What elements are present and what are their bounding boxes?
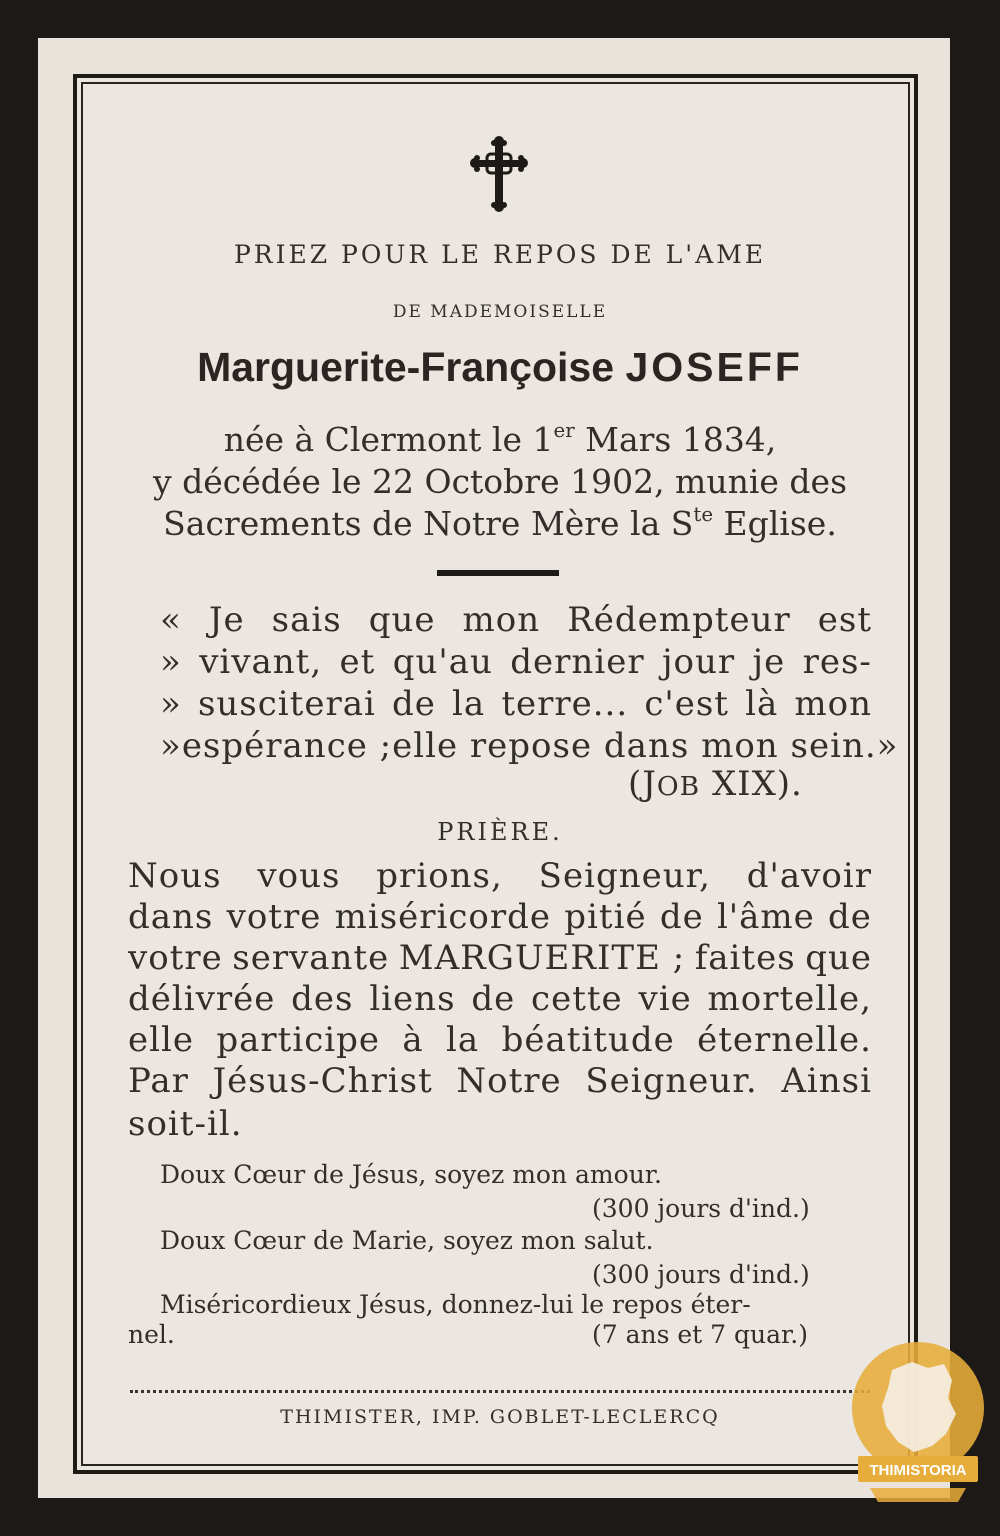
prayer-word: béatitude	[501, 1020, 675, 1060]
thimistoria-logo	[848, 1342, 988, 1512]
quote-word: »	[160, 684, 182, 724]
prayer-word: cette	[531, 979, 623, 1019]
prayer-line	[128, 856, 872, 896]
quote-line	[160, 642, 872, 682]
prayer-word: Jésus-Christ	[212, 1061, 433, 1101]
birth-text: née à Clermont le 1	[223, 420, 554, 459]
quote-word: sais	[271, 600, 342, 640]
quote-reference	[628, 764, 803, 804]
prayer-word: vous	[257, 856, 341, 896]
quote-word: là	[745, 684, 779, 724]
prayer-word: faites	[694, 938, 796, 978]
prayer-word: votre	[226, 897, 322, 937]
indulgence-line-4: nel.	[128, 1320, 175, 1349]
quote-word: que	[368, 600, 436, 640]
prayer-word: de	[828, 897, 872, 937]
quote-word: jour	[661, 642, 736, 682]
quote-word: c'est	[644, 684, 729, 724]
prayer-word: que	[805, 938, 872, 978]
quote-line	[160, 726, 899, 766]
prayer-word: la	[446, 1020, 480, 1060]
quote-word: terre...	[501, 684, 629, 724]
quote-word: dernier	[510, 642, 645, 682]
birth-date: Mars 1834,	[574, 420, 777, 459]
indulgence-note-2: (300 jours d'ind.)	[592, 1260, 810, 1289]
quote-word: et	[339, 642, 376, 682]
sacraments-line	[0, 504, 1000, 543]
first-names: Marguerite-Françoise	[197, 344, 615, 390]
prayer-word: pitié	[564, 897, 647, 937]
indulgence-line-3: Miséricordieux Jésus, donnez-lui le repos éter-	[160, 1290, 751, 1319]
prayer-line	[128, 897, 872, 937]
indulgence-line-1: Doux Cœur de Jésus, soyez mon amour.	[160, 1160, 662, 1189]
quote-word: espérance ;	[181, 726, 393, 766]
quote-word: elle repose dans mon sein.	[392, 726, 877, 766]
pray-heading: PRIEZ POUR LE REPOS DE L'AME	[233, 240, 767, 269]
indulgence-note-3: (7 ans et 7 quar.)	[592, 1320, 808, 1349]
prayer-word: de	[471, 979, 516, 1019]
prayer-word: liens	[369, 979, 456, 1019]
printer-imprint: THIMISTER, IMP. GOBLET-LECLERCQ	[280, 1406, 720, 1428]
prayer-line	[128, 938, 872, 978]
prayer-word: Nous	[128, 856, 222, 896]
title-line: DE MADEMOISELLE	[392, 302, 608, 322]
logo-text: THIMISTORIA	[869, 1462, 967, 1479]
quote-word: vivant,	[199, 642, 323, 682]
prayer-word: dans	[128, 897, 214, 937]
prayer-heading: PRIÈRE.	[437, 818, 563, 846]
prayer-word: Ainsi	[781, 1061, 872, 1101]
quote-word: susciterai	[197, 684, 376, 724]
prayer-word: d'avoir	[746, 856, 872, 896]
quote-word: res-	[802, 642, 872, 682]
prayer-word: votre	[128, 938, 223, 978]
cross-icon	[470, 136, 528, 212]
indulgence-note-1: (300 jours d'ind.)	[592, 1194, 810, 1223]
quote-line	[160, 684, 872, 724]
death-line: y décédée le 22 Octobre 1902, munie des	[152, 462, 848, 501]
prayer-word: Par	[128, 1061, 189, 1101]
prayer-word: elle	[128, 1020, 194, 1060]
quote-word: Je	[208, 600, 245, 640]
prayer-word: éternelle.	[697, 1020, 872, 1060]
prayer-word: prions,	[376, 856, 503, 896]
prayer-word: délivrée	[128, 979, 276, 1019]
indulgence-line-2: Doux Cœur de Marie, soyez mon salut.	[160, 1226, 654, 1255]
prayer-word: Notre	[456, 1061, 562, 1101]
prayer-word: miséricorde	[334, 897, 552, 937]
prayer-word: vie	[638, 979, 692, 1019]
prayer-word: des	[291, 979, 354, 1019]
quote-line	[160, 600, 872, 640]
prayer-word: MARGUERITE ;	[398, 938, 686, 978]
surname: JOSEFF	[625, 344, 803, 390]
quote-word: «	[160, 600, 182, 640]
divider-rule	[437, 570, 559, 576]
deceased-name	[0, 344, 1000, 391]
sacraments-text: Sacrements de Notre Mère la S	[163, 504, 694, 543]
prayer-word: mortelle,	[707, 979, 872, 1019]
book-icon	[870, 1488, 966, 1502]
sacraments-end: Eglise.	[713, 504, 837, 543]
prayer-line	[128, 979, 872, 1019]
prayer-word: Seigneur.	[585, 1061, 758, 1101]
prayer-word: servante	[232, 938, 390, 978]
prayer-line	[128, 1020, 872, 1060]
quote-word: qu'au	[392, 642, 493, 682]
quote-word: »	[160, 642, 182, 682]
ref-smallcaps: OB	[656, 771, 701, 802]
prayer-word: participe	[216, 1020, 381, 1060]
quote-word: »	[160, 726, 182, 766]
ref-close: XIX).	[700, 764, 803, 804]
prayer-line	[128, 1061, 872, 1101]
prayer-last-line: soit-il.	[128, 1104, 243, 1144]
dotted-separator	[130, 1390, 870, 1393]
prayer-word: Seigneur,	[538, 856, 711, 896]
quote-word: est	[817, 600, 872, 640]
quote-word: Rédempteur	[567, 600, 791, 640]
ref-open: (J	[628, 764, 657, 804]
sacraments-sup: te	[693, 503, 714, 526]
quote-word: la	[452, 684, 486, 724]
quote-word: »	[876, 726, 899, 766]
quote-word: je	[752, 642, 786, 682]
birth-line	[0, 420, 1000, 459]
prayer-word: l'âme	[716, 897, 815, 937]
quote-word: mon	[794, 684, 872, 724]
quote-word: mon	[462, 600, 541, 640]
birth-sup: er	[553, 419, 575, 442]
quote-word: de	[392, 684, 436, 724]
prayer-word: de	[659, 897, 704, 937]
prayer-word: à	[402, 1020, 424, 1060]
